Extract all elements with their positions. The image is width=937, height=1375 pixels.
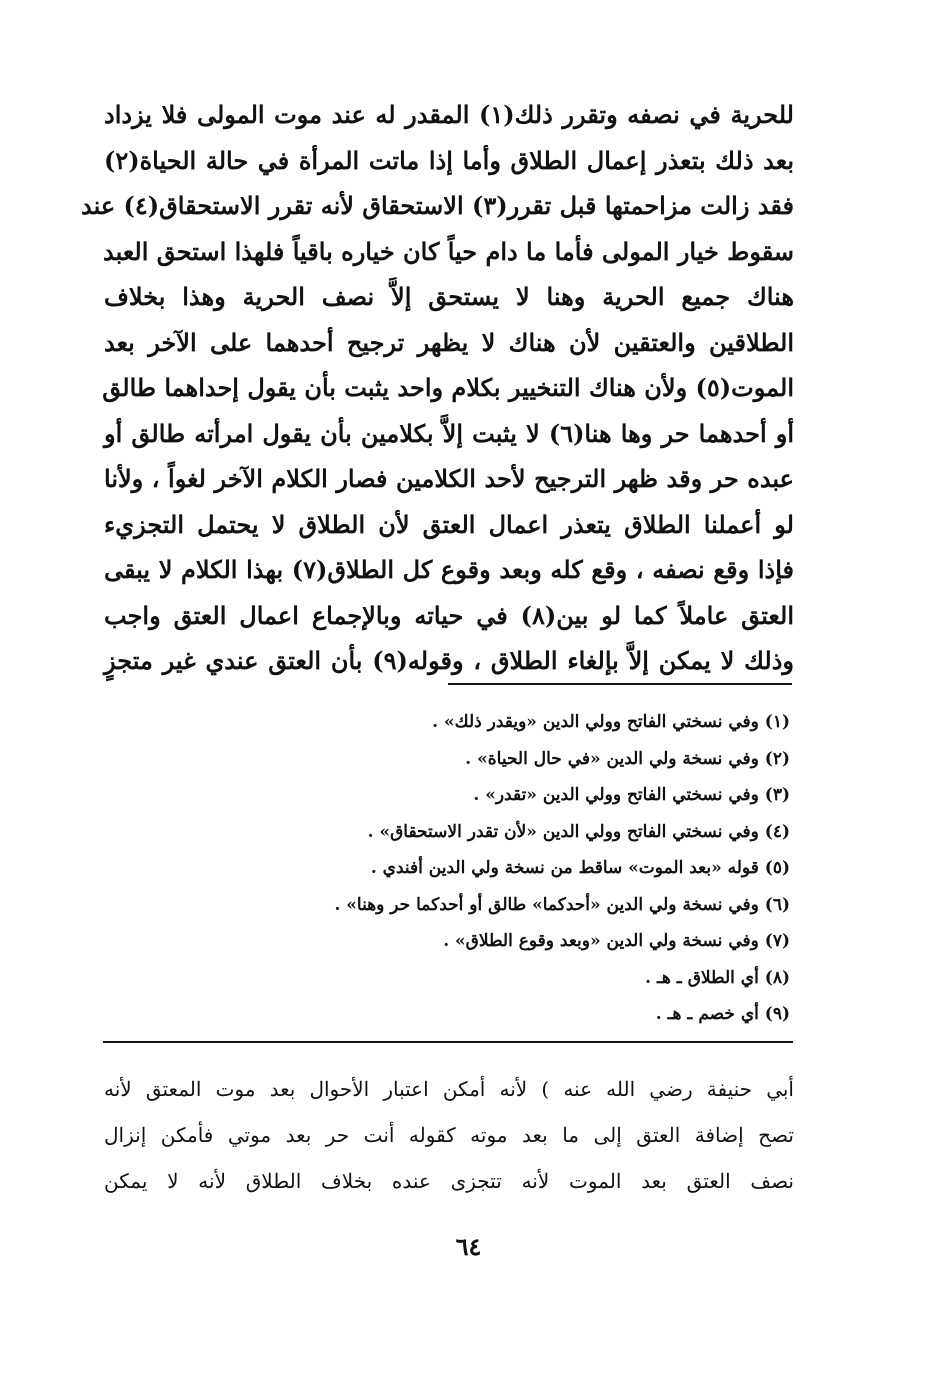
main-text-line: بعد ذلك بتعذر إعمال الطلاق وأما إذا ماتت المرأة في حالة الحياة(٢) [104,145,794,175]
footnote: (١) وفي نسختي الفاتح وولي الدين «ويقدر ذلك» . [432,712,790,732]
main-text-line: الموت(٥) ولأن هناك التنخيير بكلام واحد يثبت بأن يقول إحداهما طالق [102,373,794,402]
main-text-block [81,92,795,684]
commentary-line: نصف العتق بعد الموت لأنه تتجزى عنده بخلاف الطلاق لأنه لا يمكن [104,1169,794,1193]
footnote: (٣) وفي نسختي الفاتح وولي الدين «تقدر» . [473,785,790,805]
page-number: ٦٤ [455,1232,482,1261]
footnote-separator [448,683,792,685]
footnote: (٤) وفي نسختي الفاتح وولي الدين «لأن تقدر الاستحقاق» . [367,821,790,842]
main-text-line: فقد زالت مزاحمتها قبل تقرر(٣) الاستحقاق لأنه تقرر الاستحقاق(٤) عند [81,191,794,220]
commentary-line: تصح إضافة العتق إلى ما بعد موته كقوله أنت حر بعد موتي فأمكن إنزال [104,1123,794,1147]
main-text-line: للحرية في نصفه وتقرر ذلك(١) المقدر له عند موت المولى فلا يزداد [104,100,794,129]
footnote: (٢) وفي نسخة ولي الدين «في حال الحياة» . [465,748,790,769]
commentary-separator [103,1041,793,1043]
main-text-line: سقوط خيار المولى فأما ما دام حياً كان خياره باقياً فلهذا استحق العبد [103,236,794,266]
main-text-line: العتق عاملاً كما لو بين(٨) في حياته وبالإجماع اعمال العتق واجب [104,600,794,630]
footnote: (٧) وفي نسخة ولي الدين «وبعد وقوع الطلاق» . [443,931,790,951]
main-text-line: فإذا وقع نصفه ، وقع كله وبعد وقوع كل الطلاق(٧) بهذا الكلام لا يبقى [104,555,794,584]
commentary-line: أبي حنيفة رضي الله عنه ) لأنه أمكن اعتبار الأحوال بعد موت المعتق لأنه [104,1077,794,1101]
main-text-line: لو أعملنا الطلاق يتعذر اعمال العتق لأن الطلاق لا يحتمل التجزيء [104,509,794,539]
footnotes-block [300,704,790,1033]
main-text-line: هناك جميع الحرية وهنا لا يستحق إلاَّ نصف الحرية وهذا بخلاف [104,282,794,311]
main-text-line: وذلك لا يمكن إلاَّ بإلغاء الطلاق ، وقوله(٩) بأن العتق عندي غير متجزٍ [104,646,794,675]
footnote: (٥) قوله «بعد الموت» ساقط من نسخة ولي الدين أفندي . [370,858,790,878]
main-text-line: عبده حر وقد ظهر الترجيح لأحد الكلامين فصار الكلام الآخر لغواً ، ولأنا [104,464,794,493]
main-text-line: الطلاقين والعتقين لأن هناك لا يظهر ترجيح أحدهما على الآخر بعد [104,327,794,357]
commentary-block [104,1066,794,1204]
main-text-line: أو أحدهما حر وها هنا(٦) لا يثبت إلاَّ بكلامين بأن يقول امرأته طالق أو [104,418,795,448]
footnote: (٦) وفي نسخة ولي الدين «أحدكما» طالق أو أحدكما حر وهنا» . [334,894,790,915]
footnote: (٨) أي الطلاق ـ هـ . [645,967,790,988]
footnote: (٩) أي خصم ـ هـ . [655,1004,790,1024]
